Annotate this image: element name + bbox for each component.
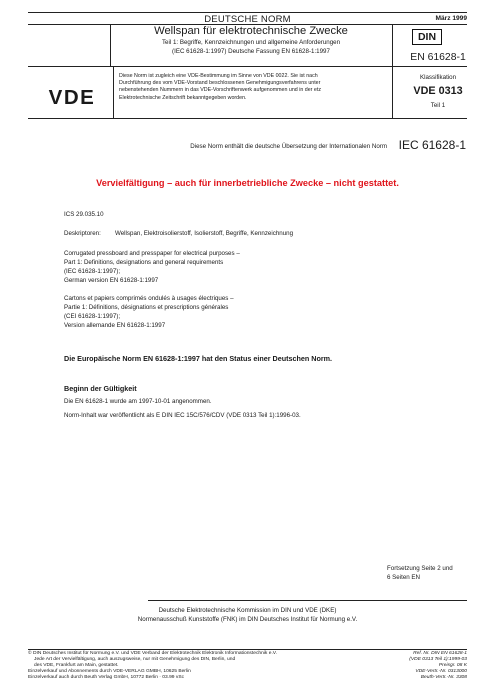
classification-number: VDE 0313 xyxy=(413,85,463,97)
vde-block-rule xyxy=(28,118,467,119)
norm-type-heading: DEUTSCHE NORM xyxy=(204,14,291,25)
beuth-sales-number: Beuth-Vertr.-Nr. 3308 xyxy=(420,675,467,680)
descriptors-label: Deskriptoren: xyxy=(64,230,101,237)
document-subtitle-part: Teil 1: Begriffe, Kennzeichnungen und allgemeine Anforderungen xyxy=(161,39,341,46)
validity-heading: Beginn der Gültigkeit xyxy=(64,384,137,393)
document-subtitle-version: (IEC 61628-1:1997) Deutsche Fassung EN 61628-1:1997 xyxy=(172,48,330,55)
continuation-note: 6 Seiten EN xyxy=(387,574,421,581)
english-title-line: Corrugated pressboard and presspaper for electrical purposes – xyxy=(64,250,240,257)
footer-rule xyxy=(28,649,467,650)
committee-line: Normenausschuß Kunststoffe (FNK) im DIN Deutsches Institut für Normung e.V. xyxy=(137,616,358,623)
din-standard-number: EN 61628-1 xyxy=(410,52,466,63)
ics-code: ICS 29.035.10 xyxy=(64,211,104,218)
copyright-line: Jede Art der Vervielfältigung, auch auszugsweise, nur mit Genehmigung des DIN, Berlin, und xyxy=(34,657,236,662)
vde-note xyxy=(119,73,387,102)
english-title-line: German version EN 61628-1:1997 xyxy=(64,277,159,284)
sales-line: Einzelverkauf und Abonnements durch VDE-VERLAG GMBH, 10625 Berlin xyxy=(28,669,191,674)
title-block-rule xyxy=(28,66,467,67)
french-title-line: Version allemande EN 61628-1:1997 xyxy=(64,322,166,329)
french-title-line: Cartons et papiers comprimés ondulés à usages électriques – xyxy=(64,295,234,302)
sales-line: Einzelverkauf auch durch Beuth Verlag GmbH, 10772 Berlin · 03.99 vSc xyxy=(28,675,185,680)
copyright-line: © DIN Deutsches Institut für Normung e.V. und VDE Verband der Elektrotechnik Elektronik Informationstechnik e.V. xyxy=(28,651,277,656)
french-title-line: (CEI 61628-1:1997); xyxy=(64,313,121,320)
status-statement: Die Europäische Norm EN 61628-1:1997 hat den Status einer Deutschen Norm. xyxy=(64,354,333,363)
vde-logo: VDE xyxy=(48,86,96,109)
reference-number: (VDE 0313 Teil 1):1999-03 xyxy=(409,657,467,662)
din-logo: DIN xyxy=(412,29,442,45)
committee-line: Deutsche Elektrotechnische Kommission im DIN und VDE (DKE) xyxy=(158,607,337,614)
price-group: Preisgr. 08 K xyxy=(438,663,467,668)
vde-note-line: Diese Norm ist zugleich eine VDE-Bestimmung im Sinne von VDE 0022. Sie ist nach xyxy=(119,73,318,79)
continuation-note: Fortsetzung Seite 2 und xyxy=(387,565,453,572)
iec-translation-note: Diese Norm enthält die deutsche Übersetzung der Internationalen Norm xyxy=(190,143,387,150)
committee-rule xyxy=(148,600,467,601)
english-title-line: Part 1: Definitions, designations and general requirements xyxy=(64,259,224,266)
iec-standard-number: IEC 61628-1 xyxy=(398,138,466,152)
english-title-line: (IEC 61628-1:1997); xyxy=(64,268,121,275)
top-rule xyxy=(28,12,467,13)
validity-line: Die EN 61628-1 wurde am 1997-10-01 angenommen. xyxy=(64,398,212,405)
french-title-line: Partie 1: Définitions, désignations et prescriptions générales xyxy=(64,304,229,311)
classification-label: Klassifikation xyxy=(419,74,457,81)
vde-left-divider xyxy=(113,66,114,118)
vde-note-line: nebenstehenden Nummern in das VDE-Vorschriftenwerk aufgenommen und in der etz xyxy=(119,87,321,94)
vde-note-line: Elektrotechnische Zeitschrift bekanntgegeben worden. xyxy=(119,94,247,101)
descriptors-value: Wellspan, Elektroisolierstoff, Isolierstoff, Begriffe, Kennzeichnung xyxy=(115,230,294,237)
document-title: Wellspan für elektrotechnische Zwecke xyxy=(154,25,348,37)
vde-sales-number: VDE-Vertr.-Nr. 0313000 xyxy=(415,669,467,674)
issue-date: März 1999 xyxy=(435,15,467,22)
classification-part: Teil 1 xyxy=(430,102,446,109)
vde-note-line: Durchführung des vom VDE-Vorstand beschlossenen Genehmigungsverfahrens unter xyxy=(119,80,321,87)
validity-line: Norm-Inhalt war veröffentlicht als E DIN IEC 15C/576/CDV (VDE 0313 Teil 1):1996-03. xyxy=(64,412,301,419)
reference-number: Ref. Nr. DIN EN 61628-1 xyxy=(413,651,467,656)
copyright-line: des VDE, Frankfurt am Main, gestattet. xyxy=(34,663,119,668)
reproduction-warning: Vervielfältigung – auch für innerbetriebliche Zwecke – nicht gestattet. xyxy=(96,178,399,188)
